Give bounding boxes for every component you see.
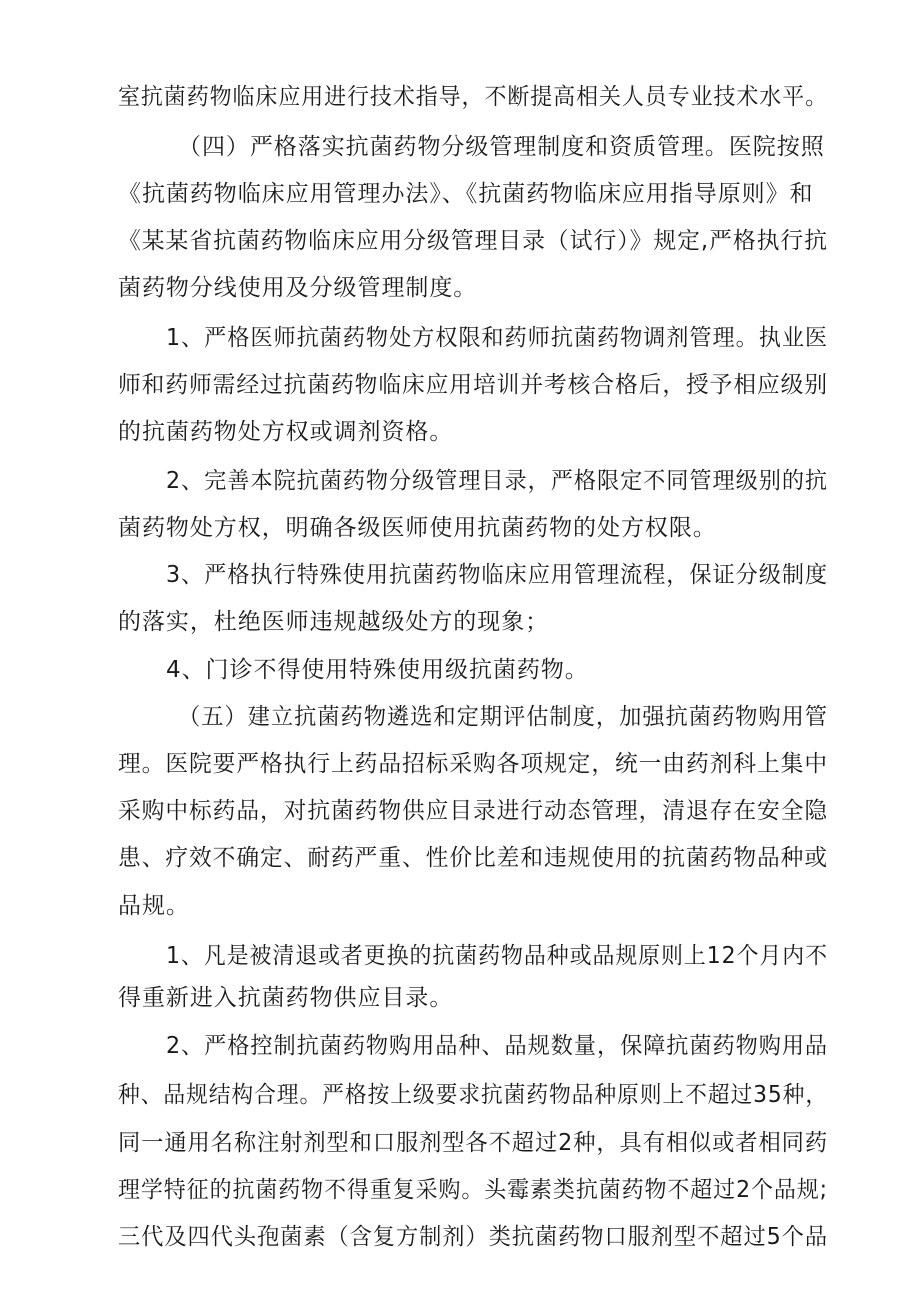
list-item-1b: 1、凡是被清退或者更换的抗菌药物品种或品规原则上12个月内不 — [166, 943, 828, 969]
text-line: 患、疗效不确定、耐药严重、性价比差和违规使用的抗菌药物品种或 — [118, 845, 828, 871]
text-line: 的抗菌药物处方权或调剂资格。 — [118, 419, 454, 445]
text-line: 同一通用名称注射剂型和口服剂型各不超过2种，具有相似或者相同药 — [118, 1130, 828, 1156]
text-line: 菌药物分线使用及分级管理制度。 — [118, 275, 478, 301]
text-line: 的落实，杜绝医师违规越级处方的现象； — [118, 609, 550, 635]
list-item-2: 2、完善本院抗菌药物分级管理目录，严格限定不同管理级别的抗 — [166, 468, 828, 494]
text-line: 理。医院要严格执行上药品招标采购各项规定，统一由药剂科上集中 — [118, 751, 828, 777]
list-item-1: 1、严格医师抗菌药物处方权限和药师抗菌药物调剂管理。执业医 — [166, 325, 828, 351]
list-item-2b: 2、严格控制抗菌药物购用品种、品规数量，保障抗菌药物购用品 — [166, 1033, 828, 1059]
text-line: 师和药师需经过抗菌药物临床应用培训并考核合格后，授予相应级别 — [118, 372, 828, 398]
text-line: 理学特征的抗菌药物不得重复采购。头霉素类抗菌药物不超过2个品规; — [118, 1177, 828, 1203]
text-line: 种、品规结构合理。严格按上级要求抗菌药物品种原则上不超过35种， — [118, 1082, 828, 1108]
text-line: 菌药物处方权，明确各级医师使用抗菌药物的处方权限。 — [118, 515, 717, 541]
text-line: 《某某省抗菌药物临床应用分级管理目录（试行）》规定,严格执行抗 — [118, 228, 828, 254]
text-line: 室抗菌药物临床应用进行技术指导，不断提高相关人员专业技术水平。 — [118, 84, 828, 110]
section-heading-5: （五）建立抗菌药物遴选和定期评估制度，加强抗菌药物购用管 — [178, 704, 828, 730]
list-item-3: 3、严格执行特殊使用抗菌药物临床应用管理流程，保证分级制度 — [166, 562, 828, 588]
text-line: 品规。 — [118, 893, 190, 919]
list-item-4: 4、门诊不得使用特殊使用级抗菌药物。 — [166, 657, 589, 683]
text-line: 采购中标药品，对抗菌药物供应目录进行动态管理，清退存在安全隐 — [118, 798, 828, 824]
text-line: 得重新进入抗菌药物供应目录。 — [118, 985, 454, 1011]
text-line: 三代及四代头孢菌素（含复方制剂）类抗菌药物口服剂型不超过5个品 — [118, 1224, 828, 1250]
section-heading-4: （四）严格落实抗菌药物分级管理制度和资质管理。医院按照 — [178, 134, 825, 160]
text-line: 《抗菌药物临床应用管理办法》、《抗菌药物临床应用指导原则》和 — [118, 181, 814, 207]
